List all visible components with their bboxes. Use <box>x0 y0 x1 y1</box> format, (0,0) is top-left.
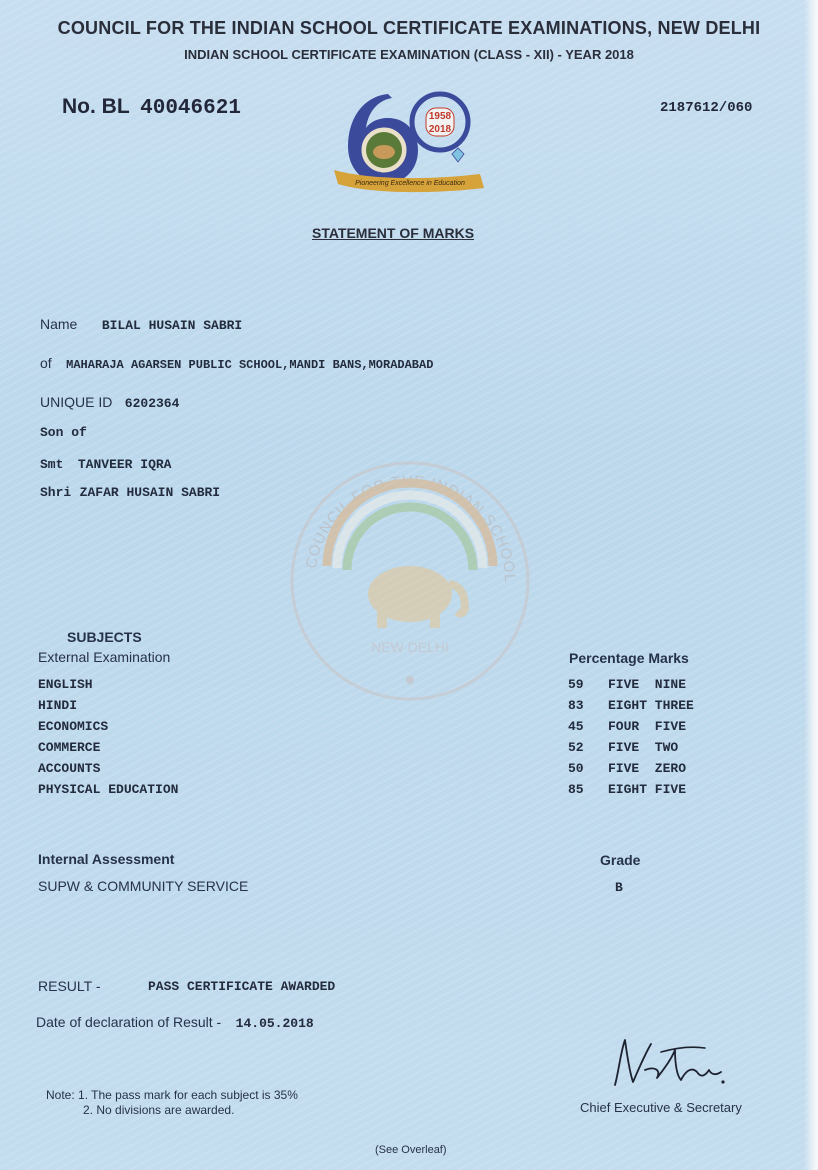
supw-subject: SUPW & COMMUNITY SERVICE <box>38 878 249 894</box>
of-label: of <box>40 355 52 371</box>
see-overleaf-note: (See Overleaf) <box>375 1144 447 1156</box>
subject-marks-words: FIVE ZERO <box>608 761 687 776</box>
seal-city-text: NEW DELHI <box>371 639 449 655</box>
jubilee-logo-icon <box>330 88 490 200</box>
seal-ring-text: COUNCIL FOR THE INDIAN SCHOOL <box>302 472 519 584</box>
external-exam-label: External Examination <box>38 649 171 665</box>
subject-marks: 83 <box>568 698 584 713</box>
percentage-marks-heading: Percentage Marks <box>569 650 689 666</box>
subject-marks: 50 <box>568 761 584 776</box>
mother-name: TANVEER IQRA <box>77 457 172 472</box>
subjects-heading: SUBJECTS <box>67 629 142 645</box>
exam-subheading: INDIAN SCHOOL CERTIFICATE EXAMINATION (CLASS - XII) - YEAR 2018 <box>184 47 634 62</box>
signature <box>605 1030 735 1094</box>
serial-digits: 40046621 <box>140 97 241 120</box>
serial-number <box>62 95 241 120</box>
reference-number: 2187612/060 <box>660 100 753 116</box>
school-name: MAHARAJA AGARSEN PUBLIC SCHOOL,MANDI BANS,MORADABAD <box>66 358 434 372</box>
unique-id-label: UNIQUE ID <box>40 394 113 410</box>
name-label: Name <box>40 316 78 332</box>
logo-year-top: 1958 <box>428 111 452 122</box>
statement-title: STATEMENT OF MARKS <box>312 225 475 241</box>
note-line-1: Note: 1. The pass mark for each subject is 35% <box>46 1088 298 1102</box>
council-heading: COUNCIL FOR THE INDIAN SCHOOL CERTIFICATE EXAMINATIONS, NEW DELHI <box>57 18 761 38</box>
council-seal-icon <box>285 456 535 706</box>
paper-edge <box>804 0 818 1170</box>
candidate-name: BILAL HUSAIN SABRI <box>101 318 243 333</box>
grade-heading: Grade <box>600 852 641 868</box>
father-label: Shri <box>40 485 72 500</box>
son-of-label: Son of <box>40 425 87 440</box>
subject-name: HINDI <box>38 698 78 713</box>
subject-name: PHYSICAL EDUCATION <box>38 782 179 797</box>
logo-ribbon-text: Pioneering Excellence in Education <box>355 180 465 187</box>
supw-grade: B <box>615 880 623 895</box>
subject-marks: 52 <box>568 740 584 755</box>
unique-id-row <box>40 394 179 412</box>
internal-assessment-heading: Internal Assessment <box>38 851 175 867</box>
signatory-title: Chief Executive & Secretary <box>580 1100 742 1115</box>
subject-marks: 59 <box>568 677 584 692</box>
subject-name: ECONOMICS <box>38 719 109 734</box>
declaration-date-value: 14.05.2018 <box>235 1016 314 1031</box>
subject-name: ENGLISH <box>38 677 93 692</box>
subject-marks: 45 <box>568 719 584 734</box>
subject-name: ACCOUNTS <box>38 761 101 776</box>
mother-row <box>40 455 171 473</box>
result-value: PASS CERTIFICATE AWARDED <box>148 979 336 994</box>
note-line-2: 2. No divisions are awarded. <box>83 1103 235 1117</box>
serial-prefix: No. BL <box>62 95 130 118</box>
logo-year-bottom: 2018 <box>428 124 452 135</box>
father-row <box>40 483 220 501</box>
subject-marks: 85 <box>568 782 584 797</box>
subject-name: COMMERCE <box>38 740 101 755</box>
council-seal <box>285 456 535 706</box>
school-row <box>40 355 433 373</box>
handwritten-signature-icon <box>605 1030 735 1094</box>
subject-marks-words: FOUR FIVE <box>608 719 687 734</box>
diamond-jubilee-logo <box>330 88 490 200</box>
unique-id-value: 6202364 <box>124 396 180 411</box>
subject-marks-words: EIGHT FIVE <box>608 782 687 797</box>
result-label: RESULT - <box>38 978 101 994</box>
subject-marks-words: FIVE NINE <box>608 677 687 692</box>
declaration-date-row <box>36 1014 314 1032</box>
mother-label: Smt <box>40 457 64 472</box>
subject-marks-words: FIVE TWO <box>608 740 679 755</box>
subject-marks-words: EIGHT THREE <box>608 698 694 713</box>
candidate-name-row <box>40 316 242 334</box>
father-name: ZAFAR HUSAIN SABRI <box>79 485 221 500</box>
declaration-date-label: Date of declaration of Result - <box>36 1014 222 1030</box>
